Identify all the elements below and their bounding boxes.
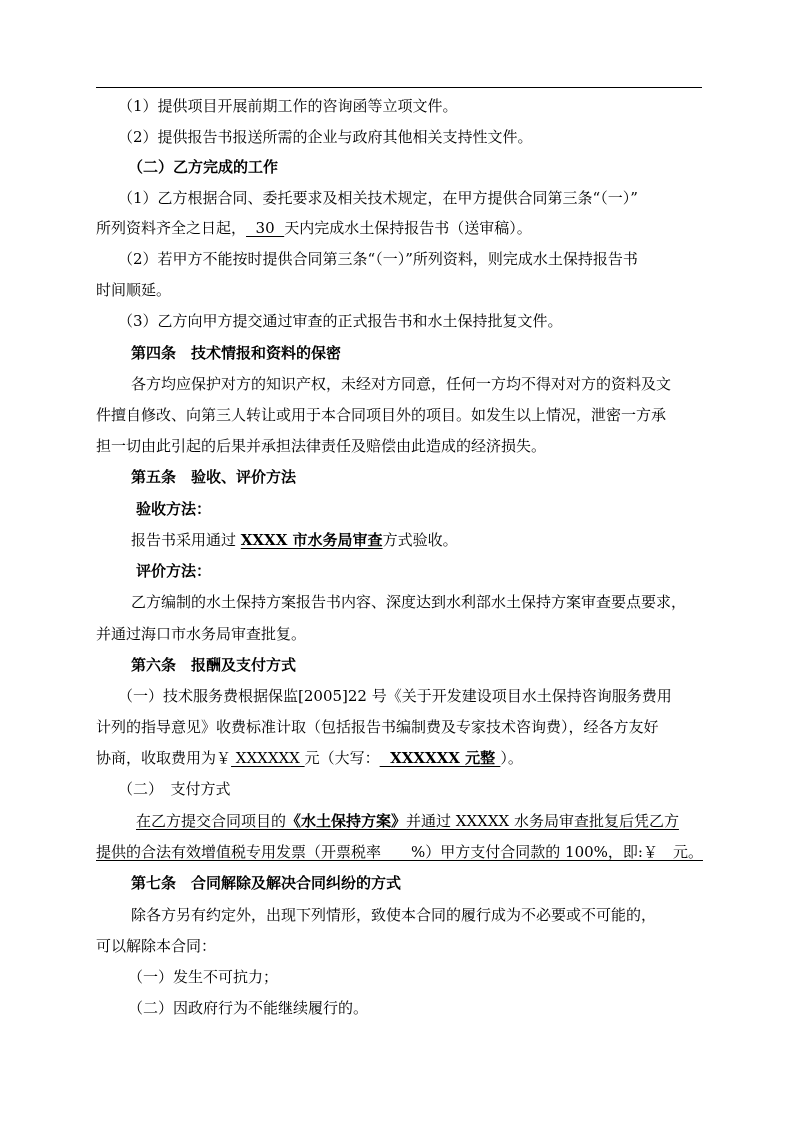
payment-doc: 《水土保持方案》 (286, 812, 407, 830)
header-rule (96, 87, 702, 88)
party-b-p1-pre: 所列资料齐全之日起， (96, 219, 247, 237)
party-b-p2-line2: 时间顺延。 (96, 281, 172, 299)
article4-line2: 件擅自修改、向第三人转让或用于本合同项目外的项目。如发生以上情况，泄密一方承 (96, 406, 667, 424)
payment-line2: 提供的合法有效增值税专用发票（开票税率 %）甲方支付合同款的 100%，即:￥ 元。 (96, 843, 703, 861)
payment-label: （二） 支付方式 (118, 780, 231, 798)
party-b-p3: （3）乙方向甲方提交通过审查的正式报告书和水土保持批复文件。 (118, 312, 563, 330)
evaluation-label: 评价方法： (136, 562, 212, 580)
payment-post: 并通过 XXXXX 水务局审查批复后凭乙方 (406, 812, 679, 830)
party-b-p1-line1: （1）乙方根据合同、委托要求及相关技术规定，在甲方提供合同第三条“（一）” (118, 189, 638, 207)
article6-p1-line3 (96, 748, 716, 768)
article7-item1: （一）发生不可抗力； (128, 968, 279, 986)
party-b-p2-line1: （2）若甲方不能按时提供合同第三条“（一）”所列资料，则完成水土保持报告书 (118, 250, 638, 268)
article6-title: 第六条 报酬及支付方式 (131, 656, 297, 674)
acceptance-post: 方式验收。 (382, 531, 458, 549)
acceptance-label: 验收方法： (136, 500, 212, 518)
article7-line1: 除各方另有约定外，出现下列情形，致使本合同的履行成为不必要或不可能的， (131, 906, 657, 924)
payment-pre: 在乙方提交合同项目的 (136, 812, 287, 830)
article4-line3: 担一切由此引起的后果并承担法律责任及赔偿由此造成的经济损失。 (96, 437, 547, 455)
evaluation-line2: 并通过海口市水务局审查批复。 (96, 625, 307, 643)
article7-line2: 可以解除本合同： (96, 937, 217, 955)
acceptance-pre: 报告书采用通过 (131, 531, 241, 549)
article4-title: 第四条 技术情报和资料的保密 (131, 344, 342, 362)
party-b-p1-line2 (96, 218, 716, 238)
acceptance-method (131, 530, 751, 550)
article4-line1: 各方均应保护对方的知识产权，未经对方同意，任何一方均不得对对方的资料及文 (131, 375, 672, 393)
fee-pre: 协商，收取费用为￥ (96, 749, 232, 767)
article7-title: 第七条 合同解除及解决合同纠纷的方式 (131, 874, 402, 892)
item-a1: （1）提供项目开展前期工作的咨询函等立项文件。 (118, 97, 458, 115)
fee-amount-caps: XXXXXX 元整 (379, 749, 501, 767)
party-b-p1-post: 天内完成水土保持报告书（送审稿）。 (284, 219, 532, 237)
acceptance-authority: XXXX 市水务局审查 (240, 531, 383, 549)
evaluation-line1: 乙方编制的水土保持方案报告书内容、深度达到水利部水土保持方案审查要点要求， (131, 593, 687, 611)
party-b-heading: （二）乙方完成的工作 (128, 158, 279, 176)
fee-mid: 元（大写： (304, 749, 380, 767)
item-a2: （2）提供报告书报送所需的企业与政府其他相关支持性文件。 (118, 128, 533, 146)
party-b-days: 30 (246, 219, 285, 237)
payment-line1 (136, 811, 756, 831)
article6-p1-line1: （一）技术服务费根据保监[2005]22 号《关于开发建设项目水土保持咨询服务费用 (118, 687, 672, 705)
article5-title: 第五条 验收、评价方法 (131, 468, 297, 486)
article7-item2: （二）因政府行为不能继续履行的。 (128, 999, 369, 1017)
article6-p1-line2: 计列的指导意见》收费标准计取（包括报告书编制费及专家技术咨询费），经各方友好 (96, 718, 659, 736)
fee-post: ）。 (500, 749, 523, 767)
fee-amount: XXXXXX (231, 749, 305, 767)
